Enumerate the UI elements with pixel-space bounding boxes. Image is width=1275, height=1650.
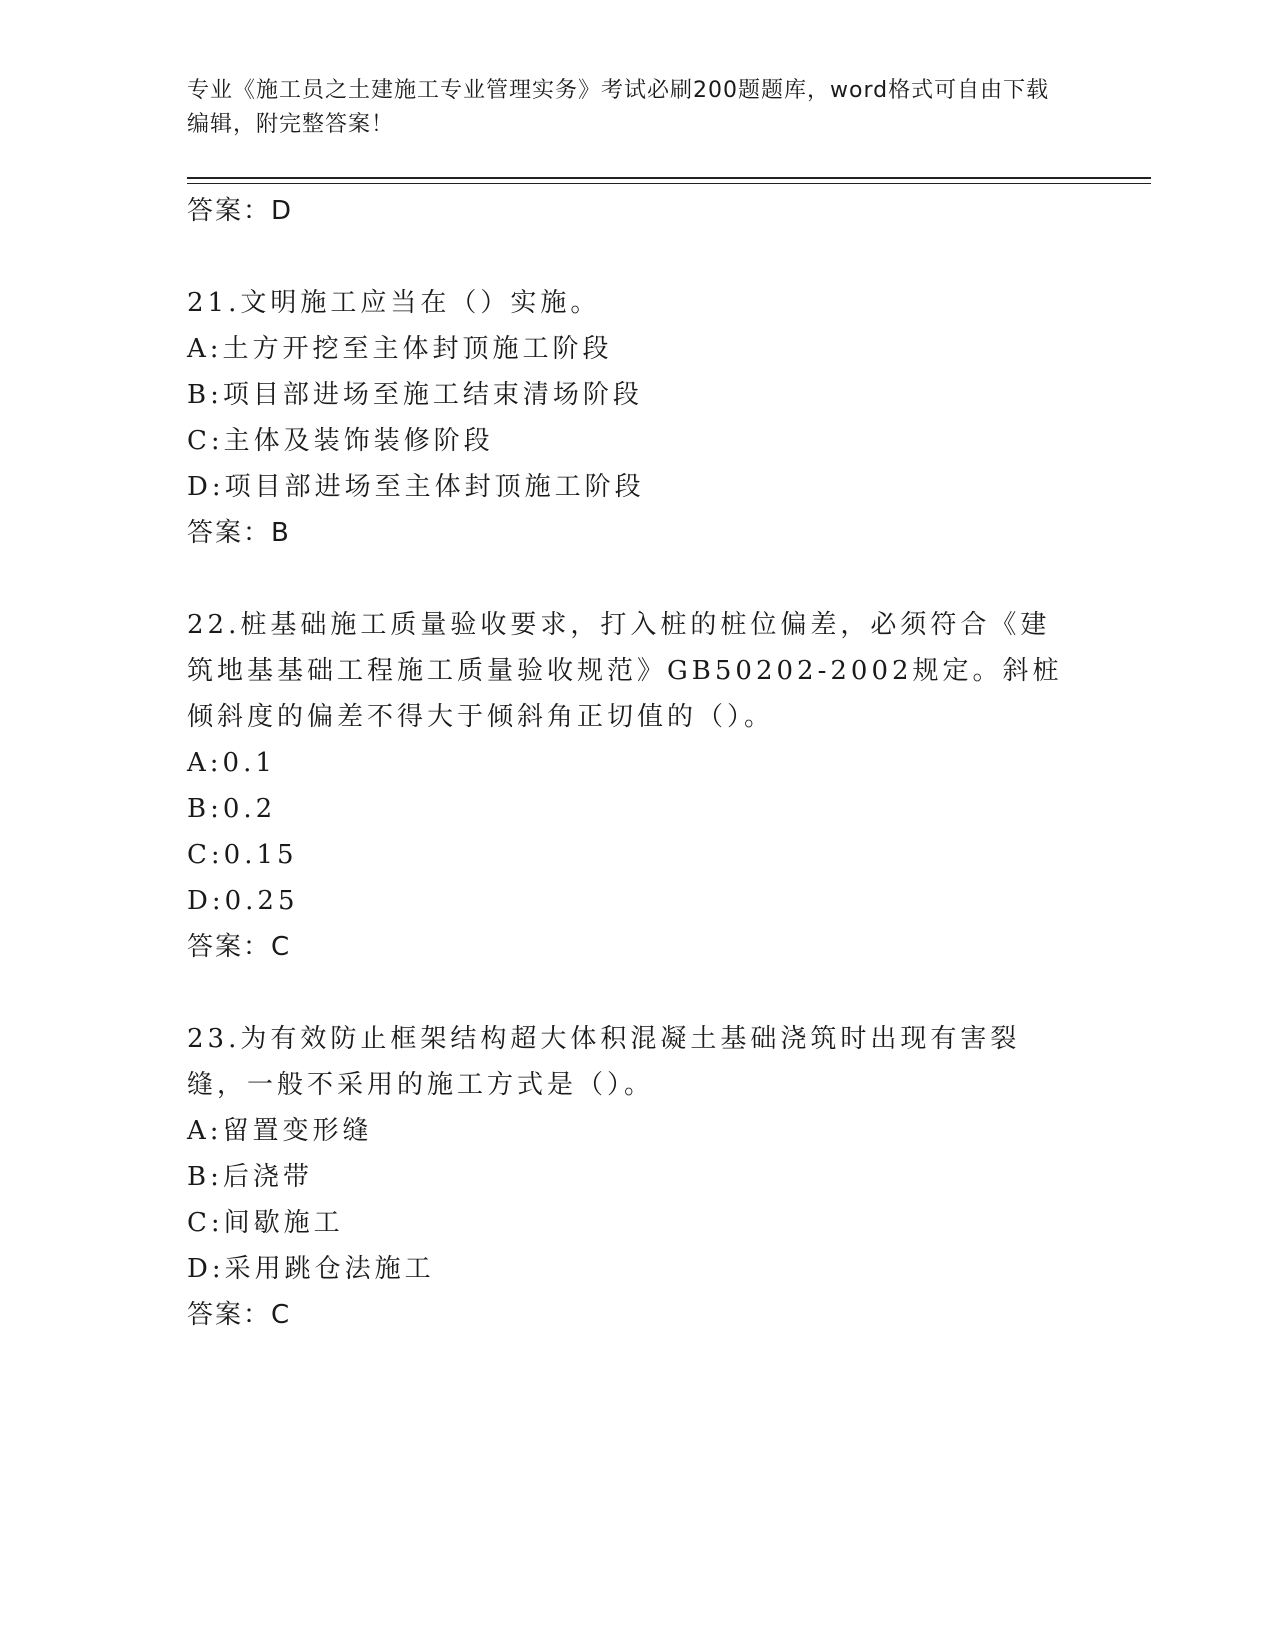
option-c: C:间歇施工 [187,1208,344,1238]
answer: 答案：C [187,932,292,962]
spacer [187,234,1077,280]
option-b: B:项目部进场至施工结束清场阶段 [187,380,643,410]
option-d: D:项目部进场至主体封顶施工阶段 [187,472,645,502]
answer: 答案：C [187,1300,292,1330]
question-stem: 23.为有效防止框架结构超大体积混凝土基础浇筑时出现有害裂缝，一般不采用的施工方式是（）。 [187,1024,1021,1100]
question-22 [187,602,1077,970]
spacer [187,970,1077,1016]
question-23 [187,1016,1077,1338]
header-rule-thin [187,183,1151,184]
option-a: A:留置变形缝 [187,1116,373,1146]
option-b: B:0.2 [187,794,277,824]
document-header: 专业《施工员之土建施工专业管理实务》考试必刷200题题库，word格式可自由下载编辑，附完整答案！ [187,78,1050,137]
question-stem: 22.桩基础施工质量验收要求，打入桩的桩位偏差，必须符合《建筑地基基础工程施工质量验收规范》GB50202-2002规定。斜桩倾斜度的偏差不得大于倾斜角正切值的（）。 [187,610,1063,732]
previous-answer: 答案：D [187,196,294,226]
option-d: D:采用跳仓法施工 [187,1254,435,1284]
option-a: A:土方开挖至主体封顶施工阶段 [187,334,613,364]
option-c: C:0.15 [187,840,298,870]
option-d: D:0.25 [187,886,299,916]
option-c: C:主体及装饰装修阶段 [187,426,494,456]
header-rule-thick [187,177,1151,179]
option-b: B:后浇带 [187,1162,313,1192]
spacer [187,556,1077,602]
question-list [187,188,1077,1338]
question-21 [187,280,1077,556]
answer: 答案：B [187,518,291,548]
option-a: A:0.1 [187,748,276,778]
question-stem: 21.文明施工应当在（）实施。 [187,288,601,318]
